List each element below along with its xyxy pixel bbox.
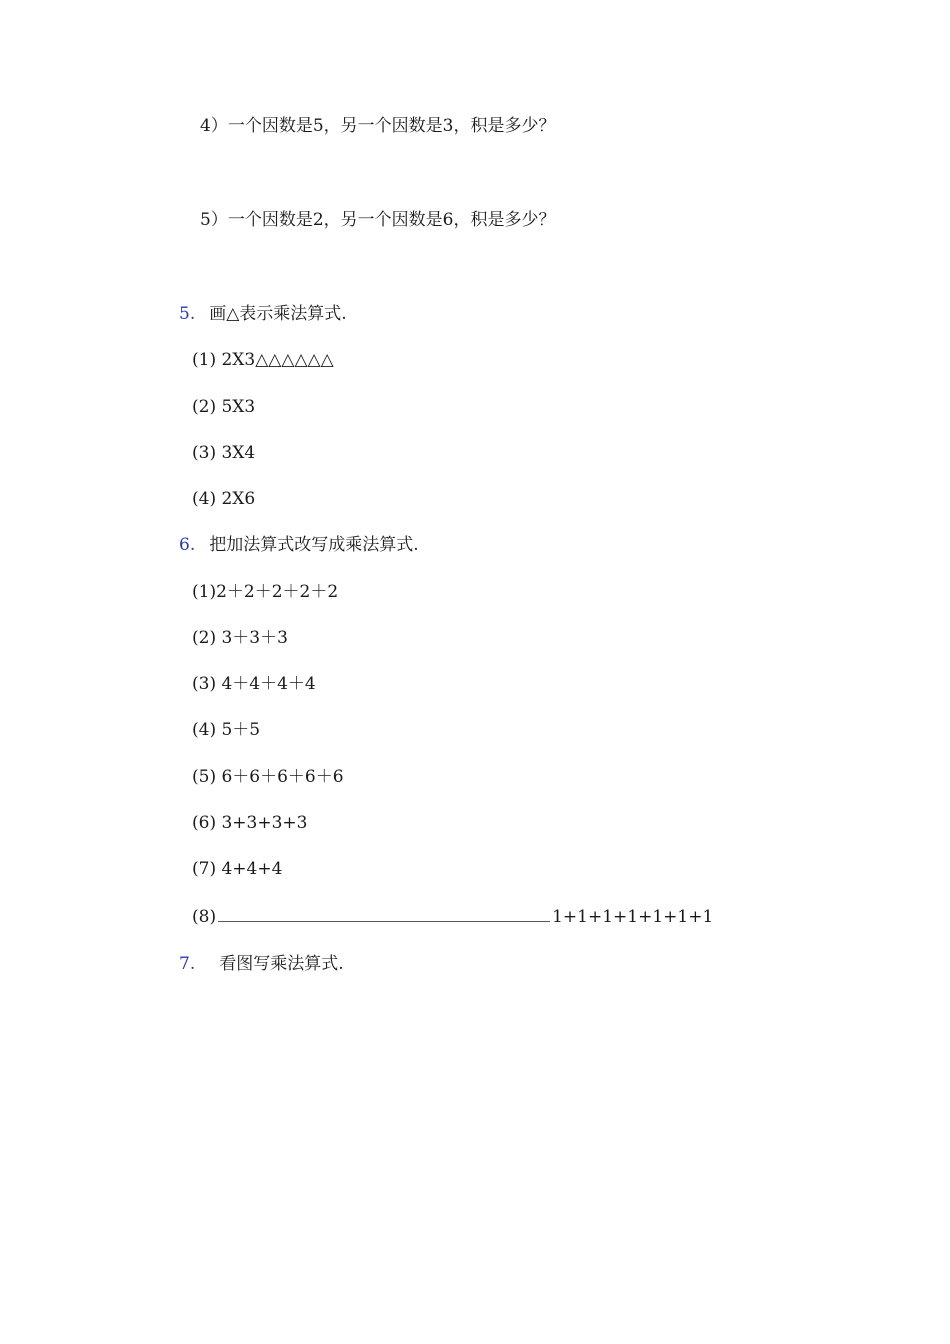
q6-item-1: (1)2＋2＋2＋2＋2 xyxy=(192,582,339,602)
q6-item-8 xyxy=(192,903,713,929)
q6-item-6: (6) 3+3+3+3 xyxy=(192,813,308,833)
question-6-title: 把加法算式改写成乘法算式. xyxy=(209,535,419,555)
q6-item-7: (7) 4+4+4 xyxy=(192,859,283,879)
q5-item-1: (1) 2X3△△△△△△ xyxy=(192,350,334,370)
answer-blank[interactable] xyxy=(218,903,550,922)
q6-item-2: (2) 3＋3＋3 xyxy=(192,628,288,648)
q6-item-3: (3) 4＋4＋4＋4 xyxy=(192,674,316,694)
question-7-heading xyxy=(179,952,344,976)
question-6-number: 6. xyxy=(179,535,196,555)
question-5-heading xyxy=(179,302,347,326)
question-5-title: 画△表示乘法算式. xyxy=(209,304,347,324)
q6-item-4: (4) 5＋5 xyxy=(192,720,261,740)
question-7-number: 7. xyxy=(179,954,196,974)
q5-item-2: (2) 5X3 xyxy=(192,397,256,417)
q5-item-3: (3) 3X4 xyxy=(192,443,256,463)
q5-item-4: (4) 2X6 xyxy=(192,489,256,509)
sub-question-4: 4）一个因数是5，另一个因数是3，积是多少？ xyxy=(200,116,556,136)
q6-item-8-expression: 1+1+1+1+1+1+1 xyxy=(552,907,714,927)
q6-item-5: (5) 6＋6＋6＋6＋6 xyxy=(192,767,344,787)
sub-question-5: 5）一个因数是2，另一个因数是6，积是多少？ xyxy=(200,210,556,230)
q6-item-8-label: (8) xyxy=(192,907,217,927)
question-6-heading xyxy=(179,533,419,557)
question-5-number: 5. xyxy=(179,304,196,324)
question-7-title: 看图写乘法算式. xyxy=(219,954,344,974)
